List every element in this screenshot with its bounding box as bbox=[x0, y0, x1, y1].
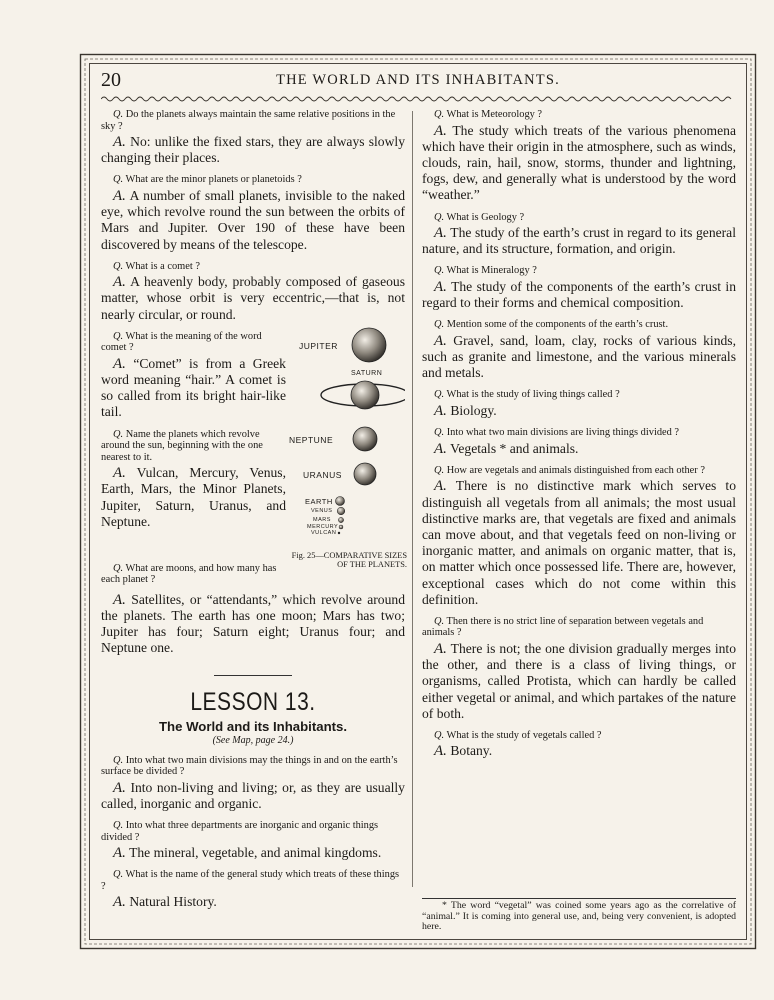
answer-text: Gravel, sand, loam, clay, rocks of various kinds, such as granite and limestone, and the various minerals and metals. bbox=[422, 332, 736, 381]
running-title: THE WORLD AND ITS INHABITANTS. bbox=[276, 72, 560, 88]
venus-planet bbox=[337, 507, 345, 515]
question-text: What is Mineralogy ? bbox=[446, 265, 537, 277]
qa-item: Q. What is the study of living things called ? A. Biology. bbox=[434, 389, 620, 419]
answer-text: A heavenly body, probably composed of gaseous matter, whose orbit is very eccentric,—that is, not nearly circular, or round. bbox=[101, 274, 405, 322]
question-text: Mention some of the components of the earth’s crust. bbox=[446, 319, 669, 331]
saturn-planet bbox=[351, 381, 379, 409]
question-text: What is the study of living things called ? bbox=[446, 389, 620, 401]
answer-text: Vegetals * and animals. bbox=[450, 440, 579, 456]
answer-text: Vulcan, Mercury, Venus, Earth, Mars, the Minor Planets, Jupiter, Saturn, Uranus, and Neptune. bbox=[101, 465, 286, 529]
neptune-planet bbox=[353, 427, 377, 451]
header-rule bbox=[101, 94, 735, 104]
question-text: What is the meaning of the word comet ? bbox=[101, 330, 262, 354]
qa-item: Q. Into what two main divisions may the things in and on the earth’s surface be divided ? A. Into non-living and living; or, as they are usually called, inorganic and organic. bbox=[101, 754, 405, 811]
qa-item: Q. What are the minor planets or planetoids ? A. A number of small planets, invisible to the naked eye, which revolve round the sun between the orbits of Mars and Jupiter. Over 190 of these have been discovered by means of the telescope. bbox=[101, 174, 406, 252]
map-reference: (See Map, page 24.) bbox=[212, 734, 294, 746]
footnote-rule bbox=[422, 898, 736, 899]
page-number: 20 bbox=[101, 69, 121, 91]
mars-planet bbox=[338, 517, 343, 522]
planets-section bbox=[101, 330, 407, 570]
answer-text: The study which treats of the various phenomena which have their origin in the atmosphere, such as winds, clouds, rain, hail, snow, storms, thunder and lightning, fogs, dew, and generally what is understood by the word “weather.” bbox=[422, 122, 736, 203]
vulcan-planet bbox=[338, 532, 340, 534]
answer-text: Satellites, or “attendants,” which revolve around the planets. The earth has one moon; Mars has two; Jupiter has four; Saturn eight; Uranus four; and Neptune one. bbox=[101, 591, 405, 656]
jupiter-planet bbox=[352, 328, 386, 362]
answer-text: A number of small planets, invisible to the naked eye, which revolve round the sun between the orbits of Mars and Jupiter. Over 190 of these have been discovered by means of the telescope. bbox=[101, 187, 406, 252]
answer-text: The mineral, vegetable, and animal kingdoms. bbox=[129, 845, 382, 861]
answer-text: Natural History. bbox=[129, 894, 217, 910]
mercury-planet bbox=[339, 525, 343, 529]
question-text: Into what three departments are inorganic and organic things divided ? bbox=[101, 820, 379, 843]
mercury-label: MERCURY bbox=[307, 523, 339, 530]
qa-item: Q. Name the planets which revolve around the sun, beginning with the one nearest to it. A. Vulcan, Mercury, Venus, Earth, Mars, the Minor Planets, Jupiter, Saturn, Uranus, and Neptune. bbox=[101, 428, 286, 529]
qa-item: Q. What is the study of vegetals called ? A. Botany. bbox=[434, 729, 602, 760]
qa-item: Q. How are vegetals and animals distinguished from each other ? A. There is no distinctive mark which serves to distinguish all vegetals from all animals; the most usual distinctive marks are, that vegetals are fixed and animals can move about, and that vegetals feed on non-living or inorganic matter, and animals on organic matter, that is, on matter which once possessed life. There are, however, exceptional cases which do not come within this definition. bbox=[422, 464, 736, 607]
figure-caption: Fig. 25—COMPARATIVE SIZES OF THE PLANETS. bbox=[291, 550, 407, 570]
column-divider bbox=[412, 111, 413, 887]
question-text: What is Geology ? bbox=[446, 211, 525, 223]
left-column bbox=[101, 109, 405, 918]
qa-item: Q. What is Mineralogy ? A. The study of the components of the earth’s crust in regard to their forms and chemical composition. bbox=[422, 265, 736, 311]
question-text: What are the minor planets or planetoids ? bbox=[125, 174, 302, 186]
question-text: Name the planets which revolve around the sun, beginning with the one nearest to it. bbox=[101, 428, 263, 463]
qa-item: Q. Do the planets always maintain the same relative positions in the sky ? A. No: unlike the fixed stars, they are always slowly changing their places. bbox=[101, 109, 405, 166]
footnote-text: * The word “vegetal” was coined some years ago as the correlative of “animal.” It is coming into general use, and, being very convenient, is adopted here. bbox=[422, 900, 736, 933]
qa-item: Q. What are moons, and how many has each planet ? A. Satellites, or “attendants,” which revolve around the planets. The earth has one moon; Mars has two; Jupiter has four; Saturn eight; Uranus four; and Neptune one. bbox=[101, 562, 405, 656]
footnote bbox=[422, 898, 736, 933]
question-text: What is the name of the general study which treats of these things ? bbox=[101, 869, 400, 892]
qa-item: Q. Mention some of the components of the earth’s crust. A. Gravel, sand, loam, clay, rocks of various kinds, such as granite and limestone, and the various minerals and metals. bbox=[422, 319, 736, 381]
mars-label: MARS bbox=[313, 516, 331, 523]
jupiter-label: JUPITER bbox=[299, 340, 338, 351]
planets-figure bbox=[289, 327, 407, 570]
qa-item: Q. What is Meteorology ? A. The study which treats of the various phenomena which have their origin in the atmosphere, such as winds, clouds, rain, hail, snow, storms, thunder and lightning, fogs, dew, and generally what is understood by the word “weather.” bbox=[422, 109, 736, 203]
vulcan-label: VULCAN bbox=[311, 529, 337, 536]
lesson-subtitle: The World and its Inhabitants. bbox=[158, 718, 348, 734]
saturn-label: SATURN bbox=[351, 369, 383, 377]
running-header bbox=[101, 69, 735, 91]
question-text: Into what two main divisions are living things divided ? bbox=[446, 427, 680, 439]
question-text: How are vegetals and animals distinguished from each other ? bbox=[446, 464, 705, 476]
qa-item: Q. What is Geology ? A. The study of the earth’s crust in regard to its general nature, and its structure, formation, and origin. bbox=[422, 211, 736, 257]
venus-label: VENUS bbox=[311, 507, 333, 514]
answer-text: Biology. bbox=[450, 402, 497, 418]
question-text: Then there is no strict line of separation between vegetals and animals ? bbox=[422, 615, 704, 639]
question-text: What is Meteorology ? bbox=[446, 109, 543, 120]
answer-text: The study of the earth’s crust in regard to its general nature, and its structure, formation, and origin. bbox=[422, 225, 736, 257]
answer-text: Into non-living and living; or, as they are usually called, inorganic and organic. bbox=[101, 779, 405, 811]
section-divider bbox=[214, 675, 292, 676]
qa-item: Q. What is the name of the general study which treats of these things ? A. Natural History. bbox=[101, 869, 400, 911]
uranus-planet bbox=[354, 463, 376, 485]
answer-text: No: unlike the fixed stars, they are always slowly changing their places. bbox=[101, 134, 405, 166]
question-text: Into what two main divisions may the things in and on the earth’s surface be divided ? bbox=[101, 754, 398, 778]
qa-item: Q. Into what two main divisions are living things divided ? A. Vegetals * and animals. bbox=[434, 427, 680, 457]
answer-text: The study of the components of the earth’s crust in regard to their forms and chemical composition. bbox=[422, 278, 736, 311]
answer-text: There is not; the one division gradually merges into the other, and there is a class of living things, or organisms, called Protista, which can hardly be called either vegetal or animal, and which partakes of the nature of both. bbox=[422, 640, 736, 721]
answer-text: “Comet” is from a Greek word meaning “hair.” A comet is so called from its bright hair-like tail. bbox=[101, 355, 286, 420]
qa-item: Q. Then there is no strict line of separation between vegetals and animals ? A. There is not; the one division gradually merges into the other, and there is a class of living things, or organisms, called Protista, which can hardly be called either vegetal or animal, and which partakes of the nature of both. bbox=[422, 615, 736, 721]
qa-item: Q. Into what three departments are inorganic and organic things divided ? A. The mineral, vegetable, and animal kingdoms. bbox=[101, 820, 382, 862]
qa-item: Q. What is a comet ? A. A heavenly body, probably composed of gaseous matter, whose orbit is very eccentric,—that is, not nearly circular, or round. bbox=[101, 260, 405, 322]
page-frame bbox=[79, 53, 757, 950]
answer-text: Botany. bbox=[450, 743, 493, 759]
question-text: Do the planets always maintain the same relative positions in the sky ? bbox=[101, 109, 396, 132]
earth-label: EARTH bbox=[305, 496, 333, 506]
neptune-label: NEPTUNE bbox=[289, 434, 334, 445]
question-text: What are moons, and how many has each planet ? bbox=[101, 562, 277, 586]
question-text: What is a comet ? bbox=[125, 260, 200, 272]
qa-item: Q. What is the meaning of the word comet ? A. “Comet” is from a Greek word meaning “hair.” A comet is so called from its bright hair-like tail. bbox=[101, 330, 286, 420]
question-text: What is the study of vegetals called ? bbox=[446, 729, 602, 741]
earth-planet bbox=[336, 496, 345, 505]
lesson-title: LESSON 13. bbox=[190, 688, 316, 716]
uranus-label: URANUS bbox=[303, 469, 342, 480]
right-column bbox=[422, 109, 736, 768]
answer-text: There is no distinctive mark which serves to distinguish all vegetals from all animals; the most usual distinctive marks are, that vegetals are fixed and animals can move about, and that vegetals feed on non-living or inorganic matter, and animals on organic matter, that is, on matter which once possessed life. There are, however, exceptional cases which do not come within this definition. bbox=[422, 478, 736, 607]
